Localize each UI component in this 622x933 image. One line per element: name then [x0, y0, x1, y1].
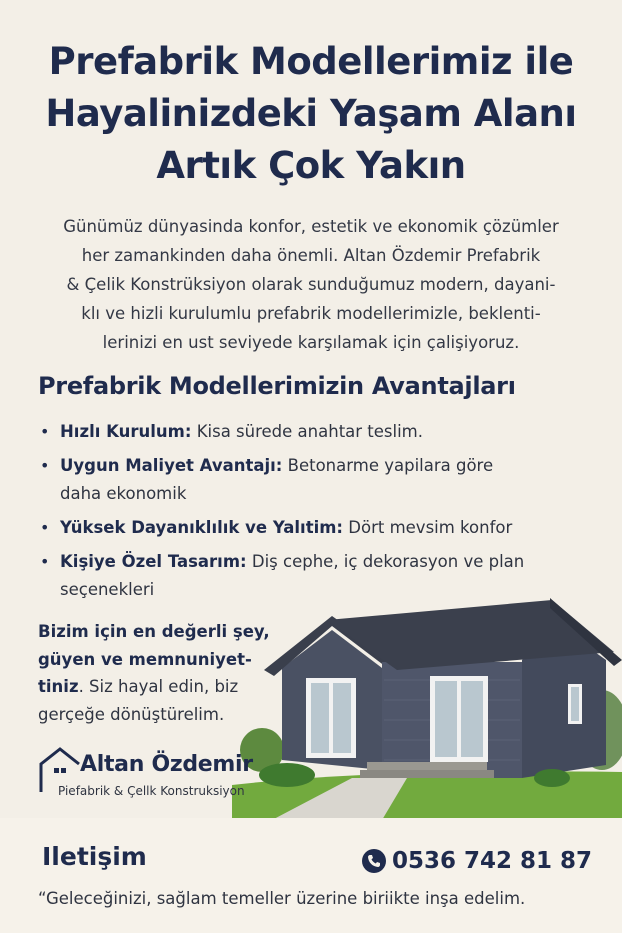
- bullet-icon: •: [40, 456, 50, 475]
- advantages-list: [38, 418, 558, 610]
- advantage-label: Yüksek Dayanıklılık ve Yalıtim:: [60, 518, 344, 537]
- logo-name: Altan Özdemir: [80, 752, 253, 777]
- house-illustration: [232, 590, 622, 820]
- intro-line-3: & Çelik Konstrüksiyon olarak sunduğumuz modern, dayani-: [66, 275, 556, 294]
- advantage-text: Kisa sürede anahtar teslim.: [191, 422, 424, 441]
- intro-paragraph: [26, 212, 596, 357]
- intro-line-4: klı ve hizli kurulumlu prefabrik modellerimizle, beklenti-: [81, 304, 541, 323]
- bullet-icon: •: [40, 552, 50, 571]
- phone-icon: [362, 849, 386, 873]
- motto-rest: . Siz hayal edin, biz gerçeğe dönüştürelim.: [38, 677, 239, 724]
- logo-subtitle: Piefabrik & Çellk Konstruksiyon: [58, 784, 245, 798]
- intro-line-1: Günümüz dünyasinda konfor, estetik ve ekonomik çözümler: [63, 217, 559, 236]
- advantage-text: Diş cephe, iç dekorasyon ve plan seçenekleri: [60, 552, 525, 599]
- phone-link[interactable]: [362, 848, 592, 874]
- bullet-icon: •: [40, 518, 50, 537]
- intro-line-5: lerinizi en ust seviyede karşılamak için çalişiyoruz.: [102, 333, 520, 352]
- advantage-label: Kişiye Özel Tasarım:: [60, 552, 247, 571]
- advantage-item: [38, 452, 528, 508]
- contact-title: Iletişim: [42, 842, 147, 871]
- advantage-item: [38, 514, 558, 542]
- headline-line-3: Artık Çok Yakın: [156, 144, 466, 187]
- headline: [18, 36, 604, 192]
- advantage-text: Betonarme yapilara göre daha ekonomik: [60, 456, 494, 503]
- advantages-title: Prefabrik Modellerimizin Avantajları: [38, 372, 516, 400]
- bullet-icon: •: [40, 422, 50, 441]
- footer: [0, 818, 622, 933]
- intro-line-2: her zamankinden daha önemli. Altan Özdemir Prefabrik: [81, 246, 541, 265]
- advantage-label: Hızlı Kurulum:: [60, 422, 192, 441]
- motto-bold: Bizim için en değerli şey, güyen ve memnuniyet-tiniz: [38, 622, 270, 696]
- advantage-text: Dört mevsim konfor: [343, 518, 513, 537]
- advantage-item: [38, 418, 558, 446]
- tagline: “Geleceğinizi, sağlam temeller üzerine biriikte inşa edelim.: [38, 889, 526, 908]
- company-logo: [38, 746, 278, 806]
- headline-line-2: Hayalinizdeki Yaşam Alanı: [45, 92, 577, 135]
- advantage-label: Uygun Maliyet Avantajı:: [60, 456, 283, 475]
- phone-number: 0536 742 81 87: [391, 848, 592, 874]
- headline-line-1: Prefabrik Modellerimiz ile: [48, 40, 574, 83]
